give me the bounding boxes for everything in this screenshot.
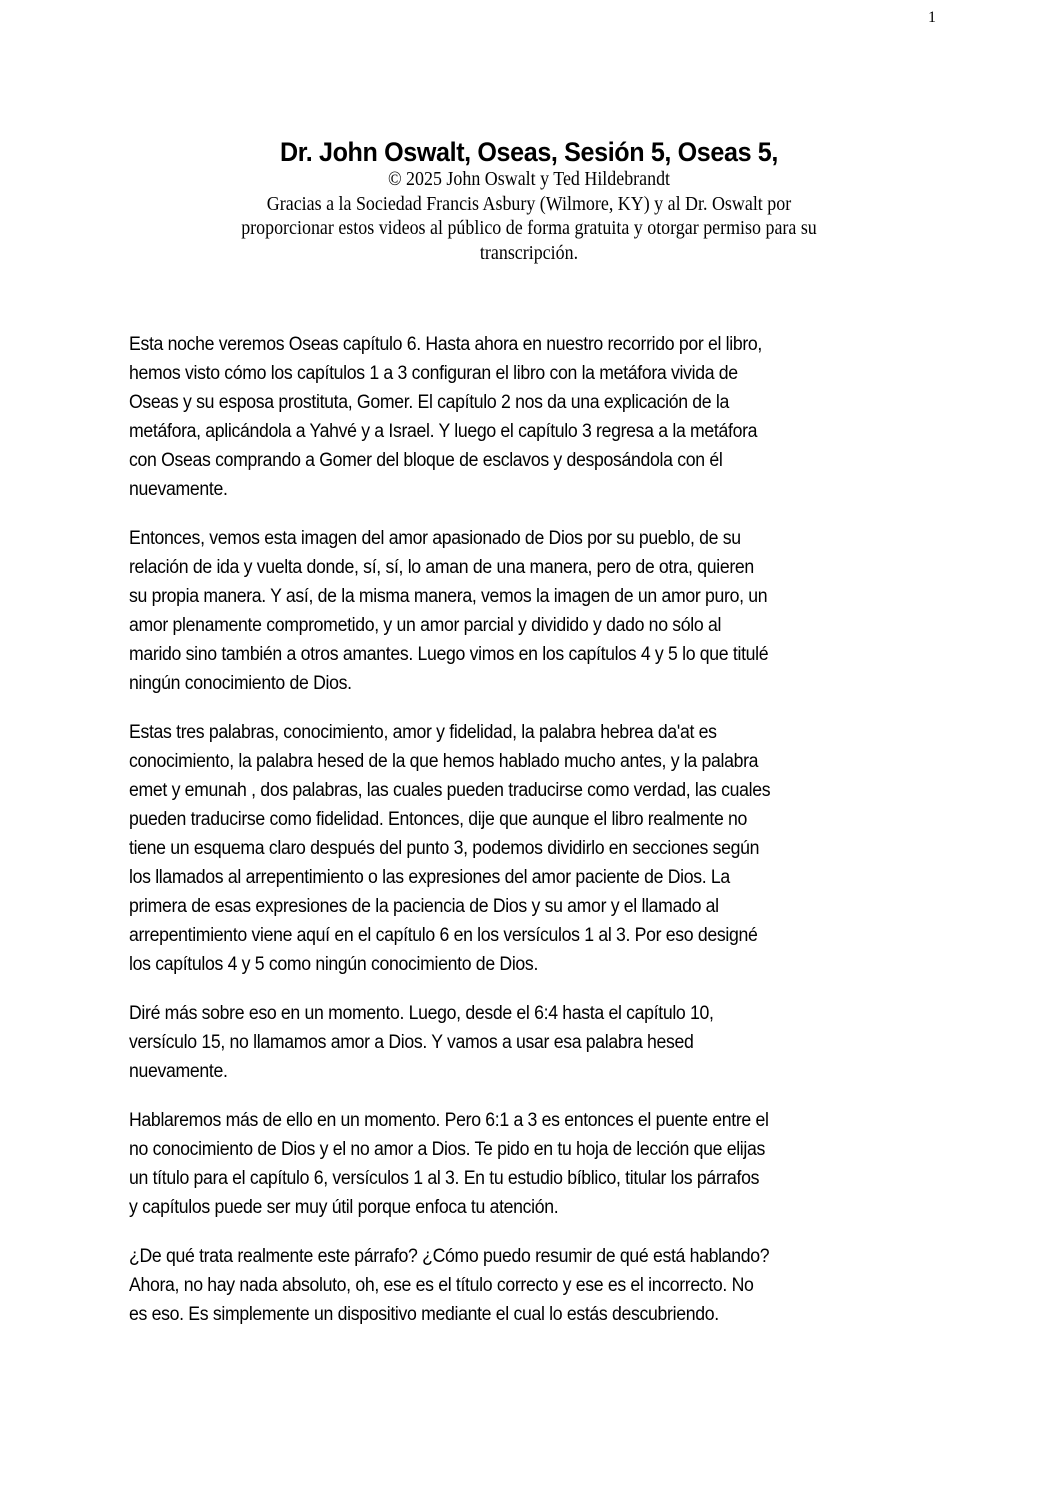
text-line: ¿De qué trata realmente este párrafo? ¿Cómo puedo resumir de qué está hablando? xyxy=(129,1246,770,1267)
text-line: marido sino también a otros amantes. Luego vimos en los capítulos 4 y 5 lo que titulé xyxy=(129,644,769,665)
text-line: versículo 15, no llamamos amor a Dios. Y vamos a usar esa palabra hesed xyxy=(129,1032,694,1053)
text-line: conocimiento, la palabra hesed de la que hemos hablado mucho antes, y la palabra xyxy=(129,751,759,772)
paragraph xyxy=(129,524,939,698)
text-line: hemos visto cómo los capítulos 1 a 3 configuran el libro con la metáfora vivida de xyxy=(129,363,738,384)
text-line: nuevamente. xyxy=(129,479,228,500)
text-line: su propia manera. Y así, de la misma manera, vemos la imagen de un amor puro, un xyxy=(129,586,768,607)
document-title: Dr. John Oswalt, Oseas, Sesión 5, Oseas 5, xyxy=(280,137,778,167)
copyright-line: © 2025 John Oswalt y Ted Hildebrandt xyxy=(387,169,671,190)
paragraph xyxy=(129,718,939,979)
paragraph xyxy=(129,999,939,1086)
text-line: metáfora, aplicándola a Yahvé y a Israel. Y luego el capítulo 3 regresa a la metáfora xyxy=(129,421,758,442)
text-line: con Oseas comprando a Gomer del bloque de esclavos y desposándola con él xyxy=(129,450,723,471)
text-line: Estas tres palabras, conocimiento, amor y fidelidad, la palabra hebrea da'at es xyxy=(129,722,717,743)
text-line: los capítulos 4 y 5 como ningún conocimiento de Dios. xyxy=(129,954,539,975)
text-line: Ahora, no hay nada absoluto, oh, ese es el título correcto y ese es el incorrecto. No xyxy=(129,1275,754,1296)
text-line: los llamados al arrepentimiento o las expresiones del amor paciente de Dios. La xyxy=(129,867,730,888)
text-line: Oseas y su esposa prostituta, Gomer. El capítulo 2 nos da una explicación de la xyxy=(129,392,729,413)
acknowledgement-line: transcripción. xyxy=(479,242,579,264)
text-line: tiene un esquema claro después del punto 3, podemos dividirlo en secciones según xyxy=(129,838,760,859)
acknowledgement-line: Gracias a la Sociedad Francis Asbury (Wilmore, KY) y al Dr. Oswalt por xyxy=(266,193,792,215)
document-body xyxy=(129,330,939,1349)
text-line: relación de ida y vuelta donde, sí, sí, lo aman de una manera, pero de otra, quieren xyxy=(129,557,754,578)
text-line: Esta noche veremos Oseas capítulo 6. Hasta ahora en nuestro recorrido por el libro, xyxy=(129,334,763,355)
text-line: no conocimiento de Dios y el no amor a Dios. Te pido en tu hoja de lección que elijas xyxy=(129,1139,766,1160)
text-line: pueden traducirse como fidelidad. Entonces, dije que aunque el libro realmente no xyxy=(129,809,748,830)
text-line: primera de esas expresiones de la paciencia de Dios y su amor y el llamado al xyxy=(129,896,719,917)
acknowledgement-line: proporcionar estos videos al público de forma gratuita y otorgar permiso para su xyxy=(241,218,817,239)
text-line: Diré más sobre eso en un momento. Luego, desde el 6:4 hasta el capítulo 10, xyxy=(129,1003,714,1024)
text-line: Entonces, vemos esta imagen del amor apasionado de Dios por su pueblo, de su xyxy=(129,528,741,549)
paragraph xyxy=(129,330,939,504)
text-line: y capítulos puede ser muy útil porque enfoca tu atención. xyxy=(129,1197,559,1218)
document-header xyxy=(100,136,958,266)
paragraph xyxy=(129,1106,939,1222)
text-line: emet y emunah , dos palabras, las cuales pueden traducirse como verdad, las cuales xyxy=(129,780,771,801)
text-line: un título para el capítulo 6, versículos 1 al 3. En tu estudio bíblico, titular los párrafos xyxy=(129,1168,760,1189)
text-line: es eso. Es simplemente un dispositivo mediante el cual lo estás descubriendo. xyxy=(129,1304,719,1325)
text-line: arrepentimiento viene aquí en el capítulo 6 en los versículos 1 al 3. Por eso designé xyxy=(129,925,758,946)
text-line: ningún conocimiento de Dios. xyxy=(129,673,352,694)
text-line: amor plenamente comprometido, y un amor parcial y dividido y dado no sólo al xyxy=(129,615,722,636)
text-line: Hablaremos más de ello en un momento. Pero 6:1 a 3 es entonces el puente entre el xyxy=(129,1110,769,1131)
paragraph xyxy=(129,1242,939,1329)
page-number: 1 xyxy=(928,9,936,26)
text-line: nuevamente. xyxy=(129,1061,228,1082)
